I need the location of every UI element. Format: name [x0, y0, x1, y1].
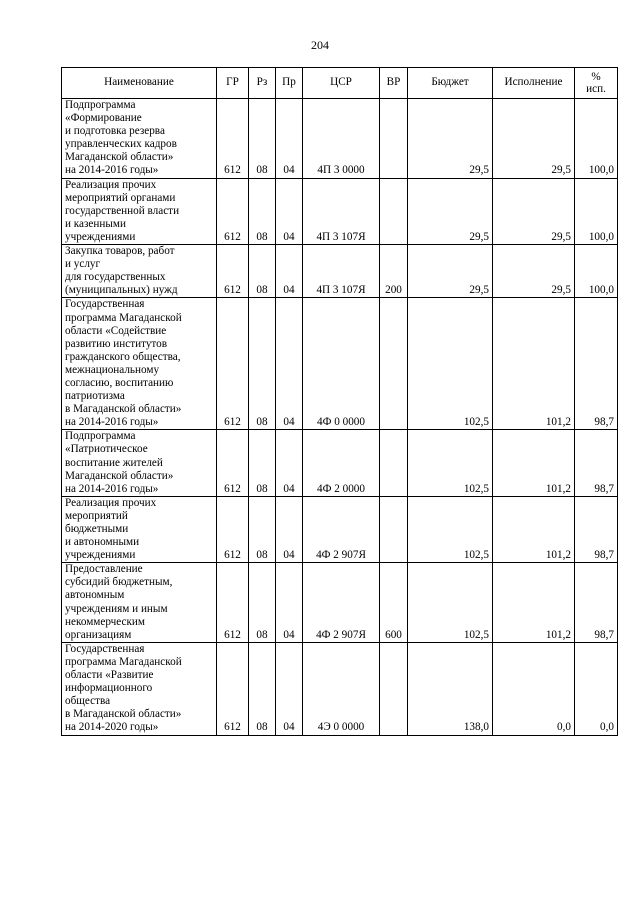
cell-execution: 101,2 — [493, 430, 575, 496]
table-row — [62, 298, 618, 430]
cell-budget: 29,5 — [408, 245, 493, 298]
budget-execution-table — [61, 67, 618, 736]
cell-percent: 100,0 — [575, 245, 618, 298]
cell-budget: 102,5 — [408, 430, 493, 496]
header-name: Наименование — [62, 68, 217, 99]
cell-csr: 4Ф 2 0000 — [303, 430, 380, 496]
cell-name: Закупка товаров, работ и услуг для государственных (муниципальных) нужд — [62, 245, 217, 298]
cell-rz: 08 — [249, 99, 276, 179]
cell-budget: 102,5 — [408, 563, 493, 643]
cell-budget: 102,5 — [408, 298, 493, 430]
cell-vr — [380, 99, 408, 179]
cell-budget: 29,5 — [408, 178, 493, 244]
cell-name: Реализация прочих мероприятий органами государственной власти и казенными учреждениями — [62, 178, 217, 244]
cell-pr: 04 — [276, 563, 303, 643]
cell-pr: 04 — [276, 178, 303, 244]
cell-percent: 98,7 — [575, 430, 618, 496]
cell-csr: 4П 3 0000 — [303, 99, 380, 179]
table-body — [62, 99, 618, 736]
cell-gr: 612 — [217, 178, 249, 244]
header-execution: Исполнение — [493, 68, 575, 99]
cell-name: Предоставление субсидий бюджетным, автономным учреждениям и иным некоммерческим организациям — [62, 563, 217, 643]
cell-gr: 612 — [217, 99, 249, 179]
cell-vr — [380, 430, 408, 496]
header-csr: ЦСР — [303, 68, 380, 99]
cell-rz: 08 — [249, 245, 276, 298]
cell-vr — [380, 496, 408, 562]
cell-vr: 200 — [380, 245, 408, 298]
cell-name: Реализация прочих мероприятий бюджетными и автономными учреждениями — [62, 496, 217, 562]
cell-vr: 600 — [380, 563, 408, 643]
cell-pr: 04 — [276, 99, 303, 179]
table-row — [62, 178, 618, 244]
header-percent-label: исп. — [586, 83, 606, 95]
cell-execution: 29,5 — [493, 245, 575, 298]
cell-percent: 100,0 — [575, 99, 618, 179]
cell-percent: 98,7 — [575, 563, 618, 643]
cell-csr: 4П 3 107Я — [303, 245, 380, 298]
cell-execution: 0,0 — [493, 642, 575, 735]
cell-rz: 08 — [249, 496, 276, 562]
cell-rz: 08 — [249, 563, 276, 643]
cell-pr: 04 — [276, 496, 303, 562]
cell-gr: 612 — [217, 563, 249, 643]
cell-pr: 04 — [276, 298, 303, 430]
cell-execution: 101,2 — [493, 563, 575, 643]
cell-rz: 08 — [249, 298, 276, 430]
cell-name: Подпрограмма «Формирование и подготовка резерва управленческих кадров Магаданской области» на 2014-2016 годы» — [62, 99, 217, 179]
cell-execution: 29,5 — [493, 178, 575, 244]
table-header-row — [62, 68, 618, 99]
cell-gr: 612 — [217, 298, 249, 430]
cell-pr: 04 — [276, 430, 303, 496]
cell-budget: 29,5 — [408, 99, 493, 179]
cell-csr: 4П 3 107Я — [303, 178, 380, 244]
table-row — [62, 430, 618, 496]
header-percent — [575, 68, 618, 99]
cell-vr — [380, 298, 408, 430]
cell-percent: 98,7 — [575, 298, 618, 430]
cell-gr: 612 — [217, 245, 249, 298]
cell-execution: 101,2 — [493, 298, 575, 430]
cell-rz: 08 — [249, 178, 276, 244]
cell-percent: 98,7 — [575, 496, 618, 562]
cell-percent: 100,0 — [575, 178, 618, 244]
cell-name: Государственная программа Магаданской области «Содействие развитию институтов гражданского общества, межнациональному согласию, воспитанию патриотизма в Магаданской области» на 2014-2016 годы» — [62, 298, 217, 430]
cell-pr: 04 — [276, 642, 303, 735]
cell-name: Государственная программа Магаданской области «Развитие информационного общества в Магаданской области» на 2014-2020 годы» — [62, 642, 217, 735]
cell-gr: 612 — [217, 430, 249, 496]
header-vr: ВР — [380, 68, 408, 99]
cell-execution: 29,5 — [493, 99, 575, 179]
cell-csr: 4Э 0 0000 — [303, 642, 380, 735]
cell-execution: 101,2 — [493, 496, 575, 562]
table-row — [62, 496, 618, 562]
cell-csr: 4Ф 2 907Я — [303, 496, 380, 562]
cell-rz: 08 — [249, 430, 276, 496]
cell-gr: 612 — [217, 642, 249, 735]
header-gr: ГР — [217, 68, 249, 99]
table-row — [62, 563, 618, 643]
cell-name: Подпрограмма «Патриотическое воспитание жителей Магаданской области» на 2014-2016 годы» — [62, 430, 217, 496]
cell-pr: 04 — [276, 245, 303, 298]
table-row — [62, 642, 618, 735]
cell-vr — [380, 178, 408, 244]
cell-budget: 102,5 — [408, 496, 493, 562]
table-row — [62, 245, 618, 298]
header-budget: Бюджет — [408, 68, 493, 99]
page-number: 204 — [311, 38, 329, 52]
header-rz: Рз — [249, 68, 276, 99]
header-pr: Пр — [276, 68, 303, 99]
cell-rz: 08 — [249, 642, 276, 735]
cell-gr: 612 — [217, 496, 249, 562]
cell-budget: 138,0 — [408, 642, 493, 735]
cell-csr: 4Ф 2 907Я — [303, 563, 380, 643]
header-percent-sign: % — [591, 71, 601, 83]
cell-csr: 4Ф 0 0000 — [303, 298, 380, 430]
cell-percent: 0,0 — [575, 642, 618, 735]
table-row — [62, 99, 618, 179]
cell-vr — [380, 642, 408, 735]
